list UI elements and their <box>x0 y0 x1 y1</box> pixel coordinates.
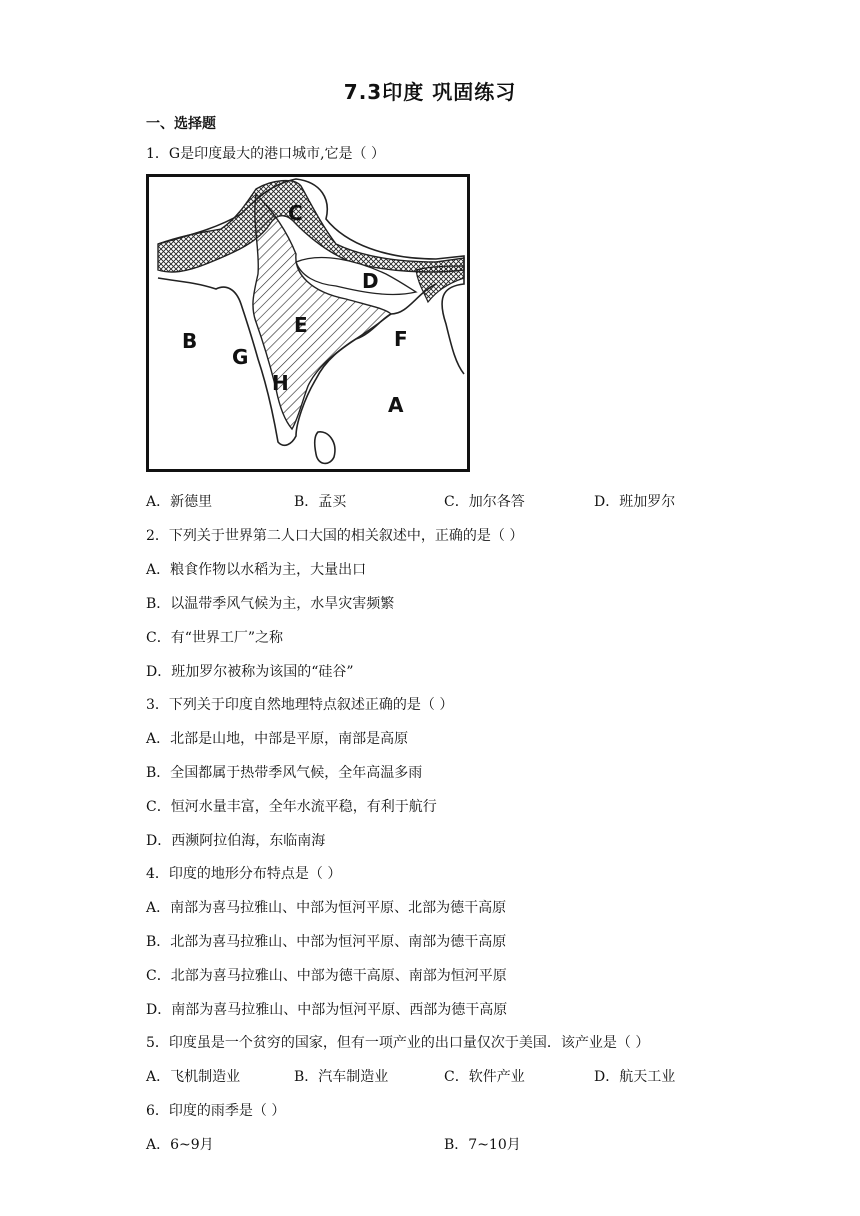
q1-option-a[interactable]: A．新德里 <box>146 494 213 510</box>
q4-option-d[interactable]: D．南部为喜马拉雅山、中部为恒河平原、西部为德干高原 <box>146 1002 508 1018</box>
question-6-stem: 6．印度的雨季是（ ） <box>146 1103 286 1119</box>
question-5-stem: 5．印度虽是一个贫穷的国家，但有一项产业的出口量仅次于美国．该产业是（ ） <box>146 1035 650 1051</box>
question-2-stem: 2．下列关于世界第二人口大国的相关叙述中，正确的是（ ） <box>146 528 524 544</box>
q1-option-c[interactable]: C．加尔各答 <box>444 494 525 510</box>
map-label-f: F <box>394 327 408 351</box>
india-map <box>146 174 470 472</box>
map-label-h: H <box>272 371 289 395</box>
q3-option-d[interactable]: D．西濒阿拉伯海，东临南海 <box>146 833 326 849</box>
q5-option-d[interactable]: D．航天工业 <box>594 1069 676 1085</box>
q1-option-d[interactable]: D．班加罗尔 <box>594 494 676 510</box>
page-title: 7.3印度 巩固练习 <box>343 80 517 104</box>
map-label-c: C <box>288 201 303 225</box>
q4-option-a[interactable]: A．南部为喜马拉雅山、中部为恒河平原、北部为德干高原 <box>146 900 507 916</box>
q4-option-c[interactable]: C．北部为喜马拉雅山、中部为德干高原、南部为恒河平原 <box>146 968 507 984</box>
map-label-e: E <box>294 313 308 337</box>
q6-option-a[interactable]: A．6~9月 <box>146 1137 214 1153</box>
q4-option-b[interactable]: B．北部为喜马拉雅山、中部为恒河平原、南部为德干高原 <box>146 934 507 950</box>
map-label-g: G <box>232 345 249 369</box>
q3-option-a[interactable]: A．北部是山地，中部是平原，南部是高原 <box>146 731 409 747</box>
q2-option-a[interactable]: A．粮食作物以水稻为主，大量出口 <box>146 562 367 578</box>
q2-option-b[interactable]: B．以温带季风气候为主，水旱灾害频繁 <box>146 596 395 612</box>
q5-option-c[interactable]: C．软件产业 <box>444 1069 525 1085</box>
map-label-a: A <box>388 393 404 417</box>
question-1-stem: 1．G是印度最大的港口城市,它是（ ） <box>146 146 385 162</box>
q3-option-b[interactable]: B．全国都属于热带季风气候，全年高温多雨 <box>146 765 423 781</box>
question-3-stem: 3．下列关于印度自然地理特点叙述正确的是（ ） <box>146 697 454 713</box>
map-label-d: D <box>362 269 379 293</box>
q2-option-d[interactable]: D．班加罗尔被称为该国的“硅谷” <box>146 664 354 680</box>
section-heading: 一、选择题 <box>146 116 216 132</box>
q5-option-b[interactable]: B．汽车制造业 <box>294 1069 389 1085</box>
q1-option-b[interactable]: B．孟买 <box>294 494 347 510</box>
question-4-stem: 4．印度的地形分布特点是（ ） <box>146 866 342 882</box>
q6-option-b[interactable]: B．7~10月 <box>444 1137 521 1153</box>
q3-option-c[interactable]: C．恒河水量丰富，全年水流平稳，有利于航行 <box>146 799 437 815</box>
q5-option-a[interactable]: A．飞机制造业 <box>146 1069 241 1085</box>
map-label-b: B <box>182 329 198 353</box>
q2-option-c[interactable]: C．有“世界工厂”之称 <box>146 630 284 646</box>
